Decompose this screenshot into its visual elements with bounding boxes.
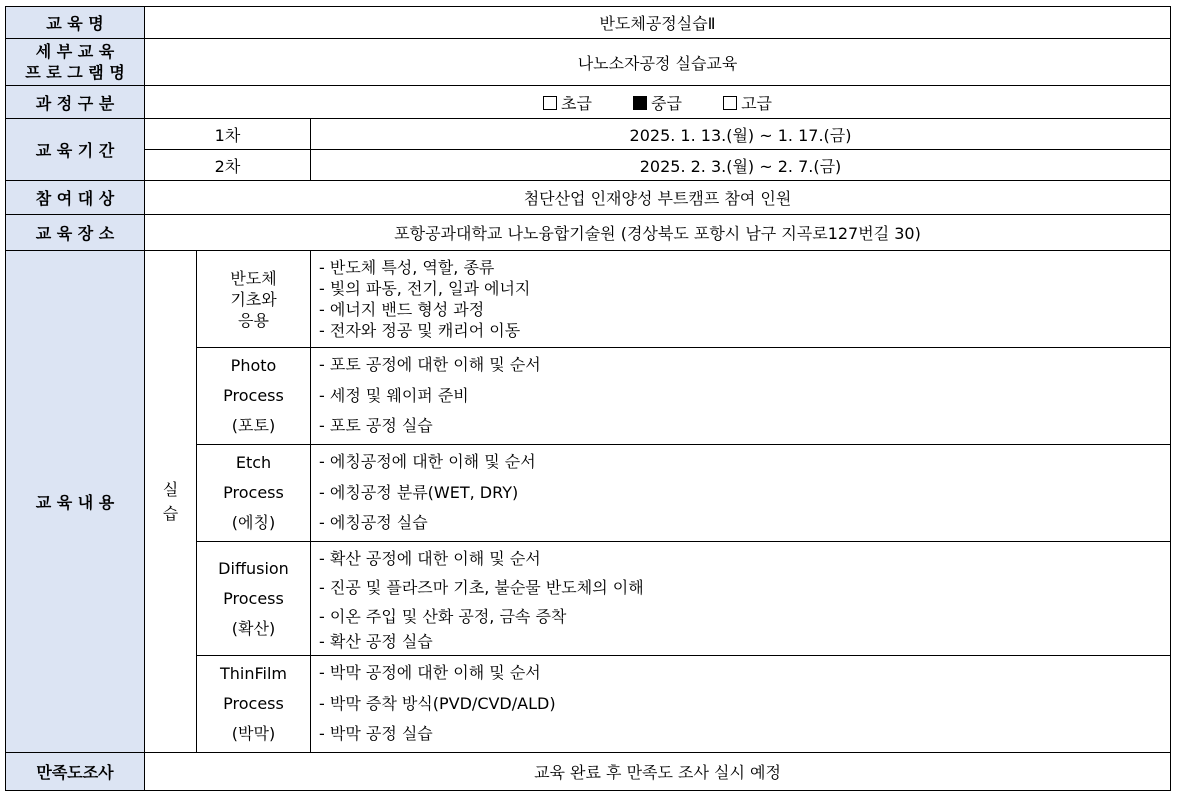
program-name-value: 나노소자공정 실습교육 (145, 39, 1171, 86)
survey-value: 교육 완료 후 만족도 조사 실시 예정 (145, 753, 1171, 791)
level-option-basic-label: 초급 (561, 93, 592, 113)
module-2-name (197, 348, 311, 445)
module-5-items (311, 656, 1171, 753)
module-5-item: - 박막 공정 실습 (319, 724, 433, 744)
practice-type-line2: 습 (162, 503, 179, 523)
location-label: 교 육 장 소 (6, 215, 145, 251)
module-2-name-line1: Photo (230, 356, 277, 375)
module-2-items (311, 348, 1171, 445)
module-1-name-line3: 응용 (238, 310, 269, 330)
module-3-items (311, 445, 1171, 542)
module-4-items (311, 542, 1171, 656)
module-4-name-line2: Process (223, 588, 284, 608)
period-label: 교 육 기 간 (6, 119, 145, 181)
module-3-name-line2: Process (223, 483, 284, 502)
row-course-name (6, 7, 1171, 39)
module-3-item: - 에칭공정 실습 (319, 513, 428, 533)
content-label: 교 육 내 용 (6, 251, 145, 753)
course-name-value: 반도체공정실습Ⅱ (145, 7, 1171, 39)
module-4-name-line1: Diffusion (218, 558, 289, 578)
module-3-name-line1: Etch (235, 453, 272, 472)
level-option-advanced-label: 고급 (741, 93, 772, 113)
program-name-label-line2: 프 로 그 램 명 (25, 63, 125, 82)
practice-type-line1: 실 (162, 479, 179, 499)
checkbox-intermediate-icon[interactable] (633, 96, 647, 110)
course-name-label: 교 육 명 (6, 7, 145, 39)
module-4-name (197, 542, 311, 656)
practice-type-label (145, 251, 197, 753)
checkbox-basic-icon[interactable] (543, 96, 557, 110)
row-course-level (6, 86, 1171, 119)
level-option-basic[interactable] (543, 91, 592, 114)
module-1-item: - 반도체 특성, 역할, 종류 (319, 258, 495, 277)
period-dates-2: 2025. 2. 3.(월) ~ 2. 7.(금) (311, 150, 1171, 181)
row-location (6, 215, 1171, 251)
course-level-options (145, 86, 1171, 119)
period-round-2: 2차 (145, 150, 311, 181)
module-2-name-line3: (포토) (231, 416, 276, 435)
row-period-1 (6, 119, 1171, 150)
module-1-item: - 전자와 정공 및 캐리어 이동 (319, 321, 521, 340)
module-2-item: - 포토 공정에 대한 이해 및 순서 (319, 355, 541, 375)
level-option-intermediate-label: 중급 (651, 93, 682, 113)
module-1-name-line1: 반도체 (230, 268, 277, 288)
module-4-item: - 이온 주입 및 산화 공정, 금속 증착 (319, 607, 567, 626)
module-3-item: - 에칭공정에 대한 이해 및 순서 (319, 452, 536, 472)
module-2-item: - 세정 및 웨이퍼 준비 (319, 385, 469, 405)
target-label: 참 여 대 상 (6, 181, 145, 215)
module-5-item: - 박막 증착 방식(PVD/CVD/ALD) (319, 693, 556, 713)
period-round-1: 1차 (145, 119, 311, 150)
level-option-advanced[interactable] (723, 91, 772, 114)
module-1-name (197, 251, 311, 348)
course-info-table (5, 6, 1171, 791)
row-period-2 (6, 150, 1171, 181)
period-dates-1: 2025. 1. 13.(월) ~ 1. 17.(금) (311, 119, 1171, 150)
course-level-label: 과 정 구 분 (6, 86, 145, 119)
target-value: 첨단산업 인재양성 부트캠프 참여 인원 (145, 181, 1171, 215)
module-5-name (197, 656, 311, 753)
checkbox-advanced-icon[interactable] (723, 96, 737, 110)
module-5-name-line1: ThinFilm (219, 664, 287, 683)
survey-label: 만족도조사 (6, 753, 145, 791)
row-survey (6, 753, 1171, 791)
module-5-name-line2: Process (223, 694, 284, 713)
level-option-intermediate[interactable] (633, 91, 682, 114)
module-4-item: - 확산 공정에 대한 이해 및 순서 (319, 549, 541, 568)
module-5-item: - 박막 공정에 대한 이해 및 순서 (319, 663, 541, 683)
program-name-label-line1: 세 부 교 육 (35, 42, 115, 61)
module-2-name-line2: Process (223, 386, 284, 405)
module-4-item: - 확산 공정 실습 (319, 632, 433, 651)
module-1-item: - 빛의 파동, 전기, 일과 에너지 (319, 279, 531, 298)
module-1-name-line2: 기초와 (230, 289, 277, 309)
module-1-item: - 에너지 밴드 형성 과정 (319, 300, 485, 319)
module-4-name-line3: (확산) (231, 618, 276, 638)
module-1-items (311, 251, 1171, 348)
module-2-item: - 포토 공정 실습 (319, 416, 433, 436)
module-3-item: - 에칭공정 분류(WET, DRY) (319, 482, 519, 502)
row-program-name (6, 39, 1171, 86)
row-target (6, 181, 1171, 215)
module-5-name-line3: (박막) (231, 724, 276, 743)
module-3-name-line3: (에칭) (231, 513, 276, 532)
program-name-label (6, 39, 145, 86)
location-value: 포항공과대학교 나노융합기술원 (경상북도 포항시 남구 지곡로127번길 30) (145, 215, 1171, 251)
module-3-name (197, 445, 311, 542)
row-module-1 (6, 251, 1171, 348)
module-4-item: - 진공 및 플라즈마 기초, 불순물 반도체의 이해 (319, 578, 644, 597)
